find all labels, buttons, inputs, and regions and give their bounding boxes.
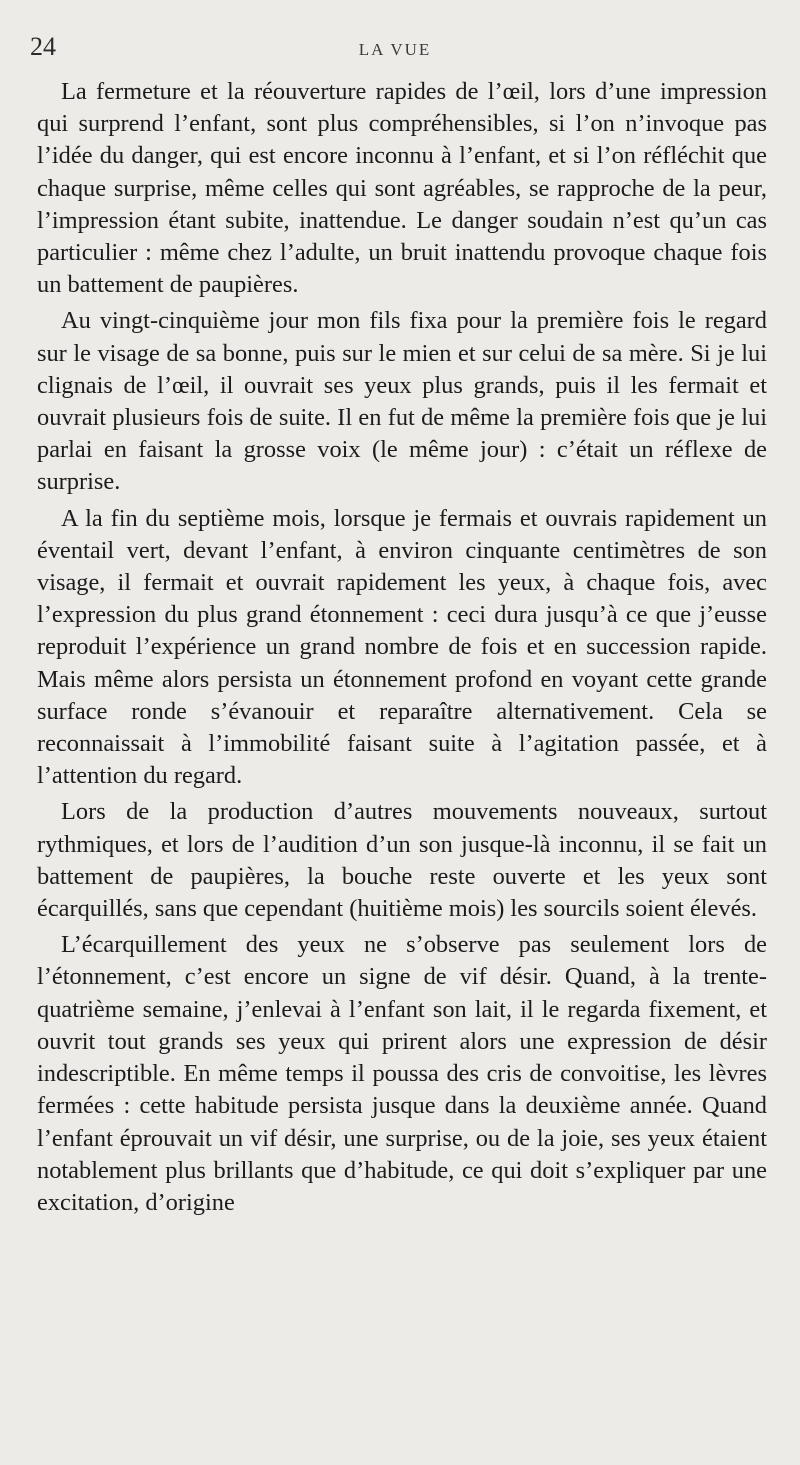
paragraph: Au vingt-cinquième jour mon fils fixa pour la première fois le regard sur le visage de sa bonne, puis sur le mien et sur celui de sa mère. Si je lui clignais de l’œil, il ouvrait ses yeux plus grands, puis il les fermait et ouvrait plusieurs fois de suite. Il en fut de même la première fois que je lui parlai en faisant la grosse voix (le même jour) : c’était un réflexe de surprise. bbox=[37, 307, 767, 496]
paragraph: Lors de la production d’autres mouvements nouveaux, surtout rythmiques, et lors de l’audition d’un son jusque-là inconnu, il se fait un battement de paupières, la bouche reste ouverte et les yeux sont écarquillés, sans que cependant (huitième mois) les sourcils soient élevés. bbox=[37, 798, 767, 923]
page-number: 24 bbox=[30, 32, 56, 61]
paragraph: La fermeture et la réouverture rapides de l’œil, lors d’une impression qui surprend l’enfant, sont plus compréhensibles, si l’on n’invoque pas l’idée du danger, qui est encore inconnu à l’enfant, et si l’on réfléchit que chaque surprise, même celles qui sont agréables, se rapproche de la peur, l’impression étant subite, inattendue. Le danger soudain n’est qu’un cas particulier : même chez l’adulte, un bruit inattendu provoque chaque fois un battement de paupières. bbox=[37, 78, 767, 299]
running-head: LA VUE bbox=[358, 40, 432, 59]
body-text bbox=[37, 76, 767, 1223]
paragraph: A la fin du septième mois, lorsque je fermais et ouvrais rapidement un éventail vert, devant l’enfant, à environ cinquante centimètres de son visage, il fermait et ouvrait rapidement les yeux, à chaque fois, avec l’expression du plus grand étonnement : ceci dura jusqu’à ce que j’eusse reproduit l’expérience un grand nombre de fois et en succession rapide. Mais même alors persista un étonnement profond en voyant cette grande surface ronde s’évanouir et reparaître alternativement. Cela se reconnaissait à l’immobilité faisant suite à l’agitation passée, et à l’attention du regard. bbox=[37, 504, 767, 790]
page-header bbox=[30, 32, 760, 66]
paragraph: L’écarquillement des yeux ne s’observe pas seulement lors de l’étonnement, c’est encore un signe de vif désir. Quand, à la trente-quatrième semaine, j’enlevai à l’enfant son lait, il le regarda fixement, et ouvrit tout grands ses yeux qui prirent alors une expression de désir indescriptible. En même temps il poussa des cris de convoitise, les lèvres fermées : cette habitude persista jusque dans la deuxième année. Quand l’enfant éprouvait un vif désir, une surprise, ou de la joie, ses yeux étaient notablement plus brillants que d’habitude, ce qui doit s’expliquer par une excitation, d’origine bbox=[37, 931, 767, 1216]
